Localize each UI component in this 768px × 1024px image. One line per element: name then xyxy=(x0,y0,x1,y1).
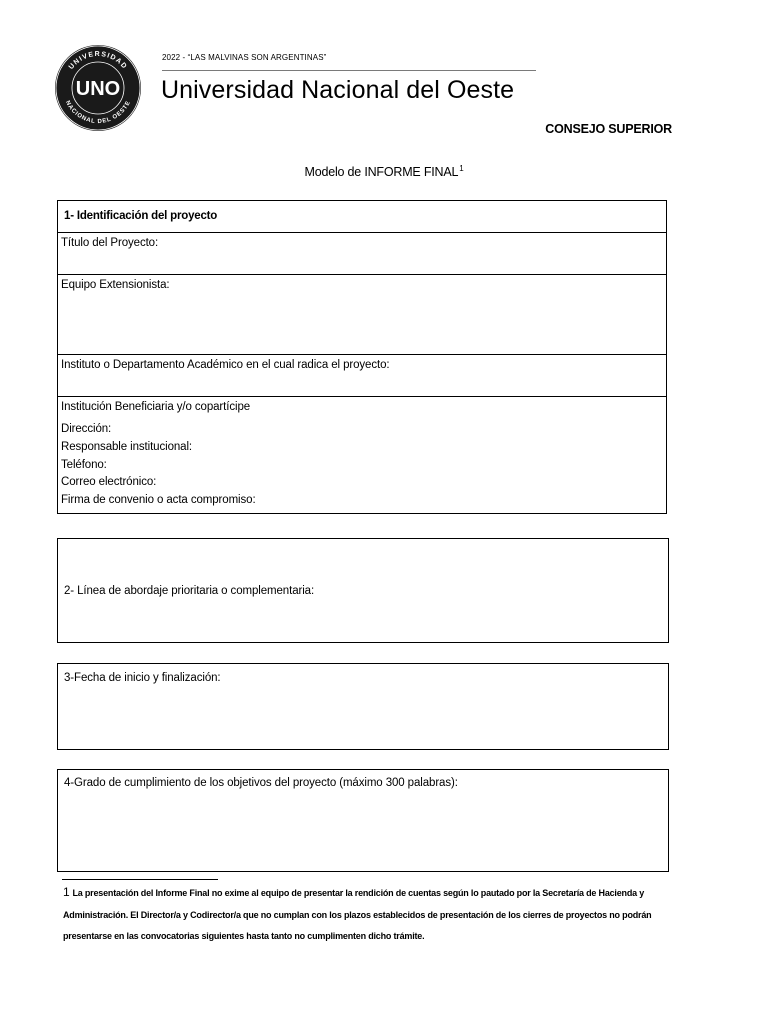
row-instituto xyxy=(58,354,666,371)
section-1-table xyxy=(57,200,667,514)
document-title-text: Modelo de INFORME FINAL xyxy=(304,165,459,179)
institucion-label: Institución Beneficiaria y/o copartícipe xyxy=(61,401,251,413)
section-2-label: 2- Línea de abordaje prioritaria o complementaria: xyxy=(64,585,315,597)
row-equipo xyxy=(58,274,666,291)
responsable-label: Responsable institucional: xyxy=(61,441,193,453)
section-2-box xyxy=(57,538,669,643)
correo-label: Correo electrónico: xyxy=(61,476,157,488)
header-divider xyxy=(162,70,536,71)
university-logo xyxy=(54,44,142,132)
direccion-label: Dirección: xyxy=(61,423,112,435)
logo-ring-top-text: UNIVERSIDAD xyxy=(67,50,129,71)
section-1-heading: 1- Identificación del proyecto xyxy=(64,210,218,222)
section-3-box xyxy=(57,663,669,750)
footnote-number: 1 xyxy=(63,885,70,899)
logo-ring-bottom-text: NACIONAL DEL OESTE xyxy=(63,99,133,126)
section-4-label: 4-Grado de cumplimiento de los objetivos del proyecto (máximo 300 palabras): xyxy=(64,777,458,789)
row-titulo xyxy=(58,232,666,249)
document-title xyxy=(0,164,768,179)
university-name: Universidad Nacional del Oeste xyxy=(161,76,515,104)
telefono-label: Teléfono: xyxy=(61,459,107,471)
motto: 2022 - “LAS MALVINAS SON ARGENTINAS” xyxy=(162,53,327,62)
section-3-label: 3-Fecha de inicio y finalización: xyxy=(64,672,221,684)
section-4-box xyxy=(57,769,669,872)
instituto-label: Instituto o Departamento Académico en el cual radica el proyecto: xyxy=(61,359,390,371)
titulo-label: Título del Proyecto: xyxy=(61,237,159,249)
logo-text: UNO xyxy=(75,78,121,100)
equipo-label: Equipo Extensionista: xyxy=(61,279,170,291)
footnote-text: La presentación del Informe Final no exime al equipo de presentar la rendición de cuentas según lo pautado por la Secretaría de Hacienda y Administración. El Director/a y Codirector/a que no cumplan con los plazos establecidos de presentación de los cierres de proyectos no podrán presentarse en las convocatorias siguientes hasta tanto no cumplimenten dicho trámite. xyxy=(63,888,652,941)
footnote-ref: 1 xyxy=(459,164,464,173)
footnote xyxy=(63,882,675,948)
firma-label: Firma de convenio o acta compromiso: xyxy=(61,494,256,506)
footnote-divider xyxy=(62,879,218,880)
row-institucion xyxy=(58,396,666,506)
council-name: CONSEJO SUPERIOR xyxy=(545,122,672,136)
